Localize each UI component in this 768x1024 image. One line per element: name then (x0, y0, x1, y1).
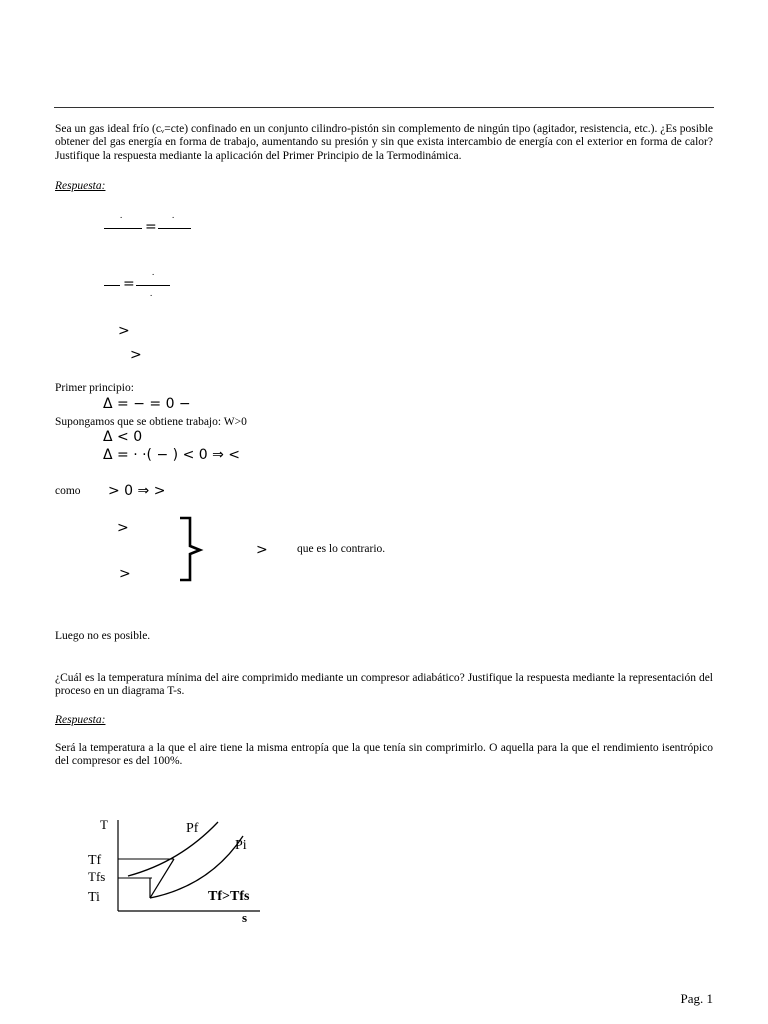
label-pf: Pf (186, 821, 199, 836)
eq2-fraction-bar-left (104, 285, 120, 286)
eq1-fraction-bar-right (158, 228, 191, 229)
eq2-equals: = (123, 276, 135, 292)
gt-1: > (118, 323, 130, 339)
eq1-equals: = (145, 219, 157, 235)
gt-4: > (119, 566, 131, 582)
header-rule (54, 107, 714, 108)
curly-brace (176, 516, 206, 584)
delta-eq-equation: Δ = · ·( − ) < 0 ⇒ < (103, 447, 241, 463)
eq1-dot-a: . (120, 210, 123, 220)
label-tf: Tf (88, 853, 102, 868)
question-2-text: ¿Cuál es la temperatura mínima del aire comprimido mediante un compresor adiabático? Justifique la respuesta mediante la representación del proceso en un diagrama T-s. (55, 672, 713, 698)
axis-label-s: s (242, 910, 248, 925)
answer-2-text: Será la temperatura a la que el aire tiene la misma entropía que la que tenía sin comprimirlo. O aquella para la que el rendimiento isentrópico del compresor es del 100%. (55, 742, 713, 768)
gt-3: > (117, 520, 129, 536)
gt-5: > (256, 542, 268, 558)
label-pi: Pi (235, 838, 247, 853)
question-1-text: Sea un gas ideal frío (cᵥ=cte) confinado en un conjunto cilindro-pistón sin complemento de ningún tipo (agitador, resistencia, etc.). ¿Es posible obtener del gas energía en forma de trabajo, aumentando su presión y sin que exista intercambio de energía con el exterior en forma de calor? Justifique la respuesta mediante la aplicación del Primer Principio de la Termodinámica. (55, 123, 713, 162)
eq2-dot-a: . (152, 267, 155, 277)
supongamos-text: Supongamos que se obtiene trabajo: W>0 (55, 416, 247, 428)
answer-label-2: Respuesta: (55, 714, 106, 726)
eq2-dot-b: . (150, 288, 153, 298)
primer-principio-equation: Δ = − = 0 − (103, 396, 191, 412)
como-label: como (55, 485, 81, 497)
contrario-text: que es lo contrario. (297, 543, 386, 555)
label-tf-gt-tfs: Tf>Tfs (208, 889, 250, 904)
conclusion-text: Luego no es posible. (55, 630, 151, 642)
axis-label-t: T (100, 817, 108, 832)
como-equation: > 0 ⇒ > (108, 483, 166, 499)
eq2-fraction-bar-right (136, 285, 170, 286)
eq1-dot-b: . (172, 210, 175, 220)
ts-diagram (80, 812, 280, 927)
eq1-fraction-bar-left (104, 228, 142, 229)
answer-label-1: Respuesta: (55, 180, 106, 192)
label-tfs: Tfs (88, 869, 106, 884)
label-ti: Ti (88, 890, 100, 905)
pf-isobar (128, 822, 218, 876)
delta-lt-equation: Δ < 0 (103, 429, 143, 445)
gt-2: > (130, 347, 142, 363)
page-number: Pag. 1 (680, 991, 713, 1006)
primer-principio-label: Primer principio: (55, 382, 134, 394)
